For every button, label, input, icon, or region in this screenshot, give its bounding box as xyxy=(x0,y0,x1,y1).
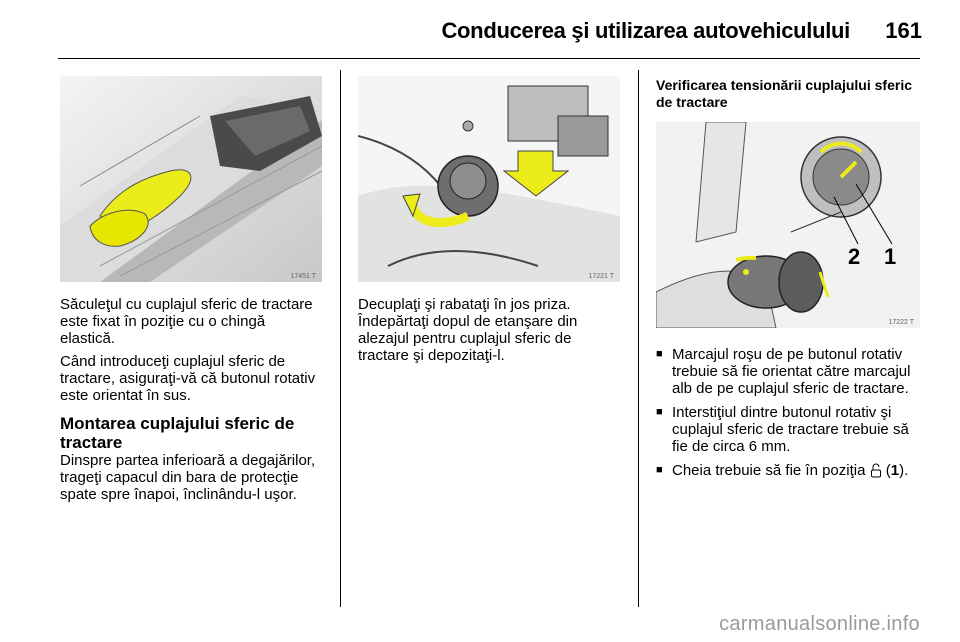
page-number: 161 xyxy=(885,18,922,43)
bullet-list xyxy=(656,346,922,482)
figure-number: 17221 T xyxy=(588,273,614,280)
column-1-text xyxy=(60,296,322,509)
column-divider-1 xyxy=(340,70,341,607)
paragraph: Dinspre partea inferioară a degajărilor, trageţi capacul din bara de protecţie spate spre înapoi, înclinându-l uşor. xyxy=(60,452,316,503)
callout-2: 2 xyxy=(848,244,861,269)
section-heading: Montarea cuplajului sferic de tractare xyxy=(60,414,295,452)
watermark: carmanualsonline.info xyxy=(719,613,920,635)
column-3-text xyxy=(656,346,922,489)
bullet-text: ( xyxy=(881,462,891,479)
page-header-title: Conducerea şi utilizarea autovehiculului xyxy=(441,18,850,43)
reference-number: 1 xyxy=(890,462,900,479)
bullet-text: Cheia trebuie să fie în poziţia xyxy=(672,462,866,479)
paragraph: Când introduceţi cuplajul sferic de tractare, asiguraţi-vă că butonul rotativ este orientat în sus. xyxy=(60,353,316,404)
column-2-text xyxy=(358,296,622,370)
callout-1: 1 xyxy=(884,244,897,269)
figure-socket xyxy=(358,76,620,282)
bullet-item xyxy=(656,462,922,482)
header-rule xyxy=(58,58,920,59)
bullet-item: ■ Interstiţiul dintre butonul rotativ şi cuplajul sferic de tractare trebuie să fie de circa 6 mm. xyxy=(656,404,922,455)
section-heading-small: Verificarea tensionării cuplajului sferic de tractare xyxy=(656,77,912,110)
figure-towbar-bag xyxy=(60,76,322,282)
bullet-text: ). xyxy=(899,462,909,479)
figure-tension-check xyxy=(656,122,920,328)
paragraph: Săculeţul cu cuplajul sferic de tractare este fixat în poziţie cu o chingă elastică. xyxy=(60,296,313,347)
paragraph: Decuplaţi şi rabataţi în jos priza. Îndepărtaţi dopul de etanşare din alezajul pentru cuplajul sferic de tractare şi depozitaţi-l. xyxy=(358,296,578,364)
figure-number: 17222 T xyxy=(888,319,914,326)
lock-open-icon xyxy=(870,463,882,482)
column-divider-2 xyxy=(638,70,639,607)
figure-number: 17451 T xyxy=(290,273,316,280)
bullet-item: ■ Marcajul roşu de pe butonul rotativ trebuie să fie orientat către marcajul alb de pe cuplajul sferic de tractare. xyxy=(656,346,922,397)
